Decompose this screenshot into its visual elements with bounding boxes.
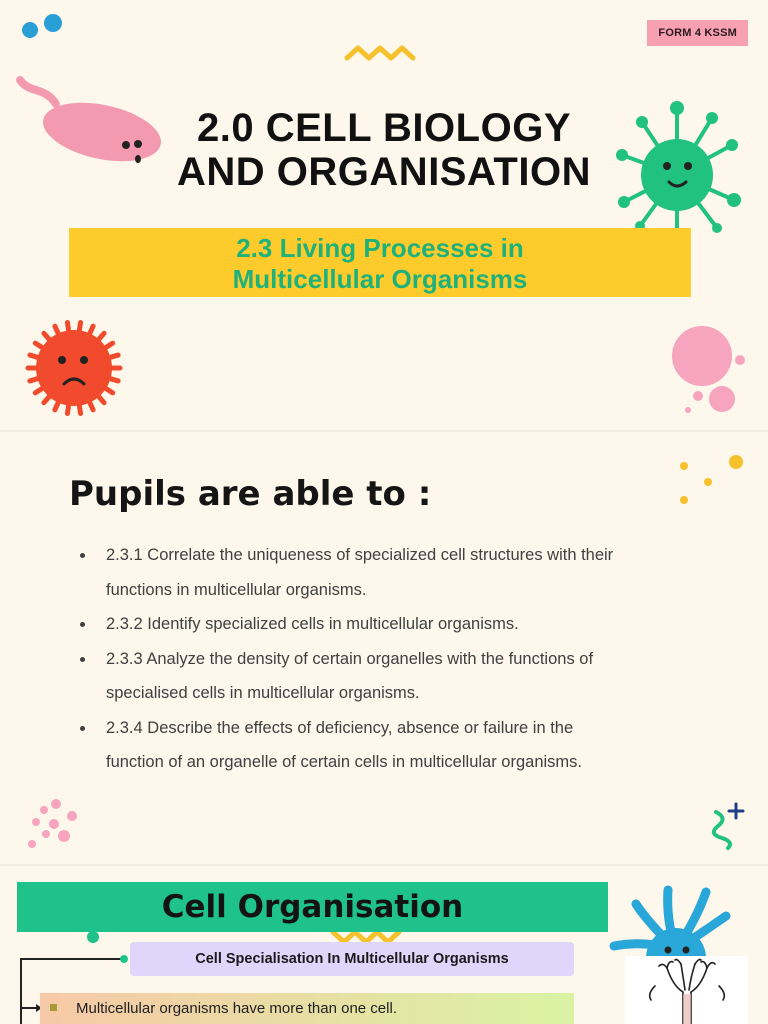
objectives-slide — [0, 432, 768, 864]
objectives-list — [80, 538, 700, 780]
list-item: 2.3.2 Identify specialized cells in multicellular organisms. — [80, 607, 700, 642]
form-badge: FORM 4 KSSM — [647, 20, 748, 46]
nerve-cell-icon — [625, 956, 748, 1024]
zigzag-icon — [344, 42, 424, 66]
fact-text: Multicellular organisms have more than one cell. — [76, 1000, 397, 1017]
title-line-1: 2.0 CELL BIOLOGY — [197, 106, 571, 150]
specialisation-label: Cell Specialisation In Multicellular Organisms — [195, 951, 509, 967]
pink-bubbles-icon — [660, 322, 760, 422]
title-slide — [0, 0, 768, 430]
nerve-cell-image — [625, 956, 748, 1024]
red-germ-icon — [24, 318, 124, 418]
subtitle-line-2: Multicellular Organisms — [232, 264, 528, 294]
cell-organisation-slide — [0, 866, 768, 1024]
list-item: 2.3.1 Correlate the uniqueness of specialized cell structures with their functions in multicellular organisms. — [80, 538, 700, 607]
objectives-heading: Pupils are able to : — [69, 474, 432, 514]
list-item: 2.3.4 Describe the effects of deficiency, absence or failure in the function of an organelle of certain cells in multicellular organisms. — [80, 711, 700, 780]
pink-dots-icon — [24, 796, 84, 852]
subtitle — [69, 233, 691, 295]
subtitle-line-1: 2.3 Living Processes in — [236, 233, 524, 263]
squiggle-plus-icon — [704, 800, 754, 850]
blue-dots-icon — [20, 12, 70, 42]
green-dot-icon — [86, 930, 100, 944]
title-line-2: AND ORGANISATION — [177, 150, 591, 194]
yellow-dots-icon — [670, 450, 750, 510]
list-item: 2.3.3 Analyze the density of certain organelles with the functions of specialised cells in multicellular organisms. — [80, 642, 700, 711]
cell-organisation-heading: Cell Organisation — [161, 889, 464, 925]
fact-bullet-icon — [50, 1004, 57, 1011]
main-title — [0, 106, 768, 194]
